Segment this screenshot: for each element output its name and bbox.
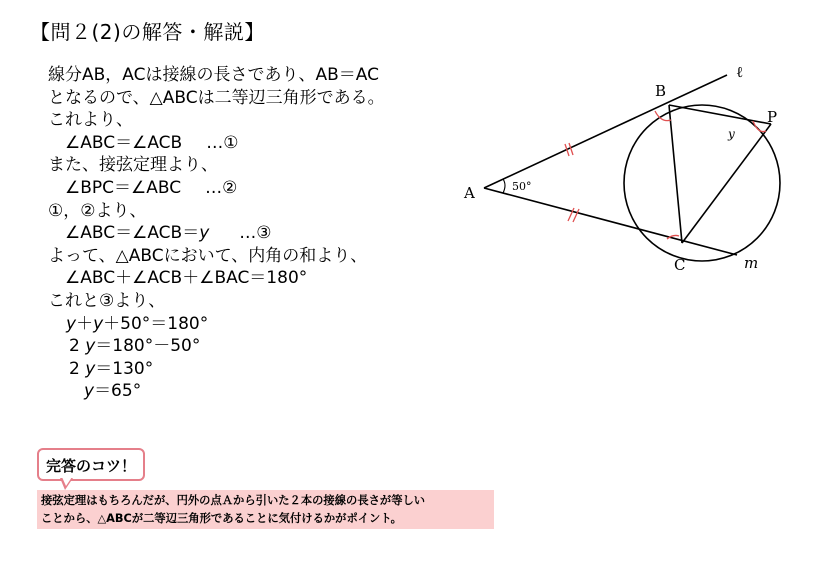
label-point-a: A bbox=[464, 184, 475, 202]
angle-arc-a bbox=[503, 179, 505, 193]
equation-step-4: y＝65° bbox=[84, 381, 142, 402]
solution-line-3: これより、 bbox=[48, 110, 133, 131]
tangent-line-l bbox=[484, 75, 727, 188]
label-line-m: m bbox=[744, 254, 759, 272]
ref-mark-3: …③ bbox=[239, 223, 272, 244]
solution-line-9: よって、△ABCにおいて、内角の和より、 bbox=[48, 245, 368, 266]
ref-mark-2: …② bbox=[205, 177, 238, 198]
chord-cp bbox=[682, 124, 771, 243]
label-point-p: P bbox=[767, 108, 778, 126]
label-line-l: ℓ bbox=[736, 63, 744, 81]
tips-badge-pointer-inner bbox=[62, 477, 72, 486]
solution-line-2: となるので、△ABCは二等辺三角形である。 bbox=[48, 87, 385, 108]
solution-line-8 bbox=[48, 222, 385, 245]
tips-line-2: ことから、△ABCが二等辺三角形であることに気付けるかがポイント。 bbox=[41, 512, 402, 525]
page-title: 【問２(2)の解答・解説】 bbox=[30, 20, 265, 44]
label-point-b: B bbox=[655, 82, 667, 100]
equation-step-3: 2 y＝130° bbox=[69, 358, 154, 379]
solution-line-11: これと③より、 bbox=[48, 290, 166, 311]
tips-badge: 完答のコツ！ bbox=[37, 448, 145, 481]
label-point-c: C bbox=[674, 256, 686, 274]
variable-y: y bbox=[199, 223, 210, 244]
chord-bc bbox=[669, 105, 682, 243]
equation-bpc-abc: ∠BPC＝∠ABC bbox=[65, 177, 182, 198]
tips-line-1: 接弦定理はもちろんだが、円外の点Ａから引いた２本の接線の長さが等しい bbox=[41, 494, 426, 507]
solution-text bbox=[48, 64, 385, 403]
label-angle-y: y bbox=[728, 127, 735, 141]
tips-box bbox=[37, 490, 494, 529]
equation-step-1: y＋y＋50°＝180° bbox=[66, 313, 209, 334]
solution-line-5: また、接弦定理より、 bbox=[48, 155, 218, 176]
solution-line-1: 線分AB，ACは接線の長さであり、AB＝AC bbox=[48, 65, 379, 85]
tick-mark-ab bbox=[565, 143, 573, 156]
ref-mark-1: …① bbox=[206, 132, 239, 153]
solution-line-6 bbox=[48, 177, 385, 200]
equation-abc-acb: ∠ABC＝∠ACB bbox=[65, 132, 183, 153]
equation-step-2: 2 y＝180°－50° bbox=[69, 336, 201, 357]
equation-abc-acb-y: ∠ABC＝∠ACB＝ bbox=[65, 223, 200, 244]
solution-line-10: ∠ABC＋∠ACB＋∠BAC＝180° bbox=[65, 268, 308, 289]
solution-line-4 bbox=[48, 132, 385, 155]
solution-line-7: ①，②より、 bbox=[48, 200, 147, 221]
geometry-figure bbox=[455, 58, 825, 288]
label-angle-a: 50° bbox=[512, 180, 532, 193]
